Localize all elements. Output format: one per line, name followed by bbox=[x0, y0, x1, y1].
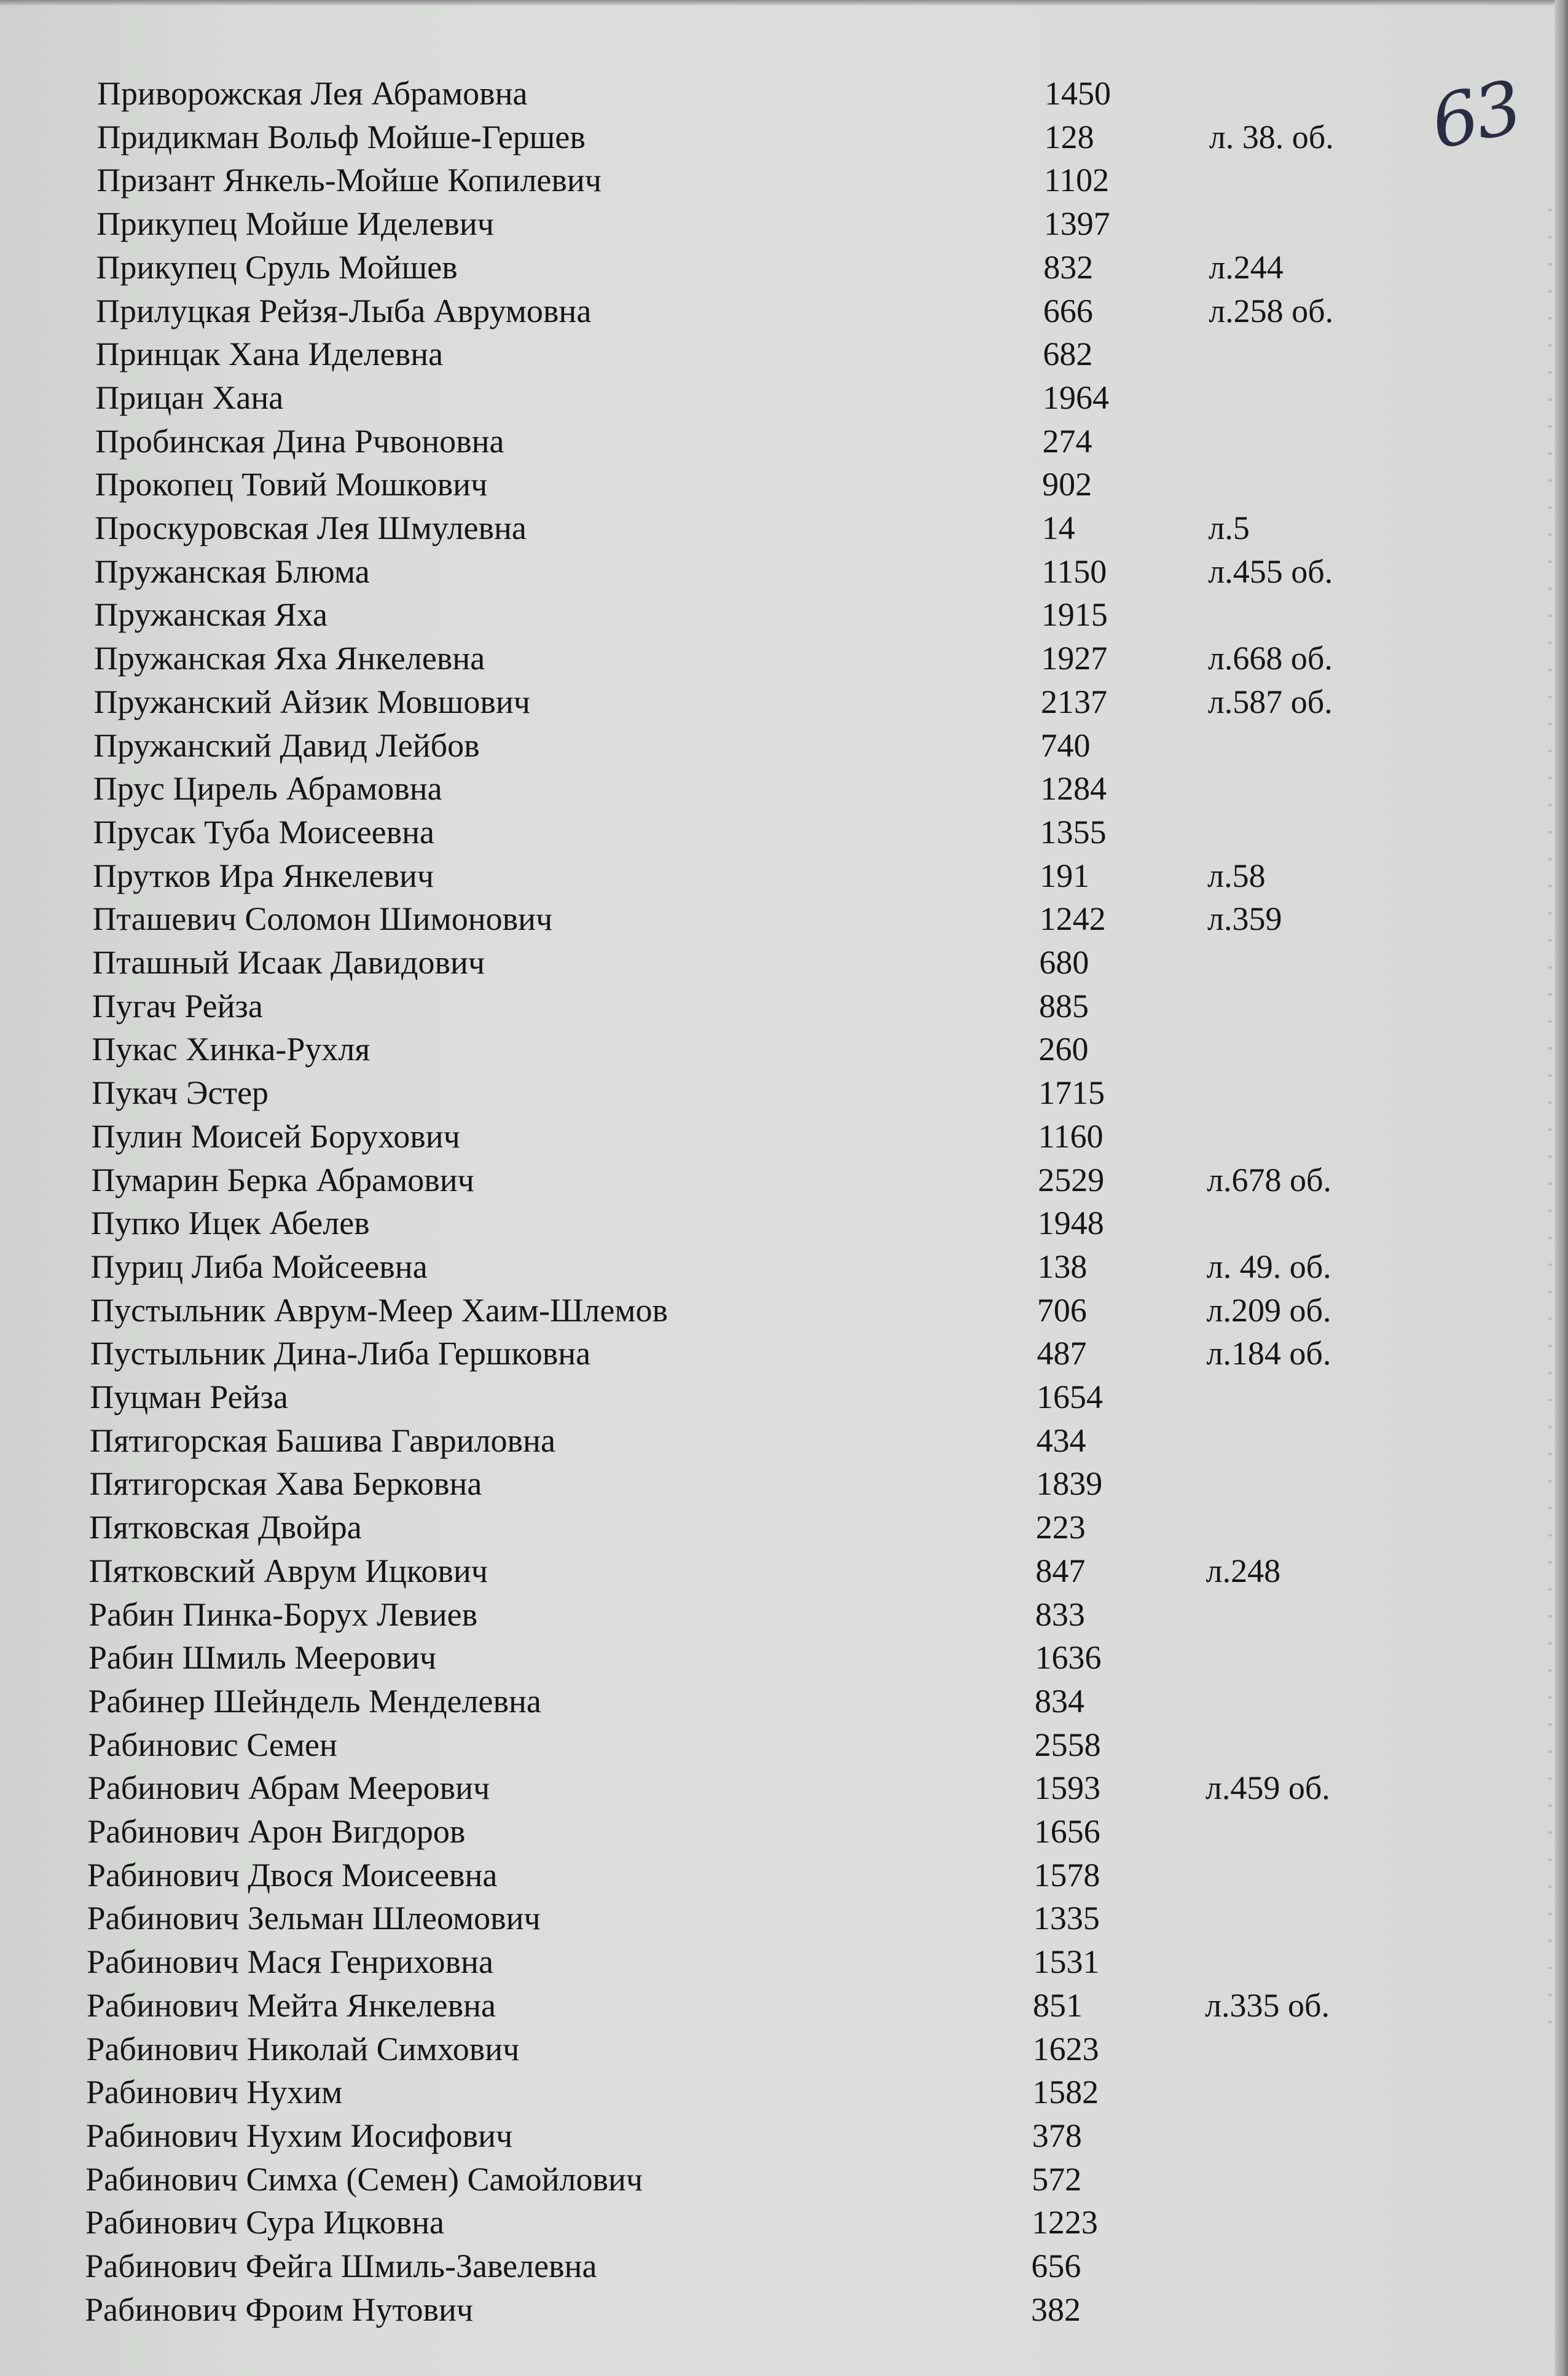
entry-name: Пружанская Яха Янкелевна bbox=[93, 640, 485, 677]
entry-name: Прусак Туба Моисеевна bbox=[93, 813, 434, 851]
list-item bbox=[0, 811, 1568, 853]
entry-name: Пулин Моисей Борухович bbox=[91, 1117, 460, 1155]
entry-name: Рабинович Симха (Семен) Самойлович bbox=[85, 2160, 643, 2198]
list-item bbox=[0, 2071, 1568, 2113]
list-item bbox=[0, 725, 1568, 766]
list-item bbox=[0, 377, 1568, 419]
entry-name: Рабинович Нухим Иосифович bbox=[85, 2117, 513, 2154]
list-item bbox=[0, 116, 1568, 158]
entry-name: Придикман Вольф Мойше-Гершев bbox=[96, 118, 586, 155]
entry-reference: л.359 bbox=[1207, 900, 1282, 938]
list-item bbox=[0, 594, 1568, 635]
entry-name: Проскуровская Лея Шмулевна bbox=[95, 509, 527, 546]
entry-name: Рабинович Абрам Меерович bbox=[87, 1769, 490, 1807]
entry-name: Рабинович Зельман Шлеомович bbox=[87, 1900, 541, 1937]
list-item bbox=[0, 1941, 1568, 1983]
list-item bbox=[0, 1376, 1568, 1418]
entry-number: 1397 bbox=[1043, 205, 1110, 243]
entry-name: Пупко Ицек Абелев bbox=[90, 1205, 370, 1242]
list-item bbox=[0, 1637, 1568, 1678]
entry-name: Прикупец Сруль Мойшев bbox=[96, 248, 458, 286]
list-item bbox=[0, 637, 1568, 679]
entry-number: 902 bbox=[1042, 466, 1092, 503]
entry-name: Пробинская Дина Рчвоновна bbox=[95, 422, 504, 460]
list-item bbox=[0, 159, 1568, 201]
entry-number: 223 bbox=[1035, 1509, 1086, 1546]
list-item bbox=[0, 1724, 1568, 1766]
entry-number: 1623 bbox=[1032, 2030, 1099, 2067]
entry-number: 1715 bbox=[1038, 1074, 1105, 1112]
list-item bbox=[0, 942, 1568, 983]
entry-name: Пружанский Айзик Мовшович bbox=[93, 683, 530, 720]
entry-name: Пташевич Соломон Шимонович bbox=[92, 900, 553, 938]
entry-number: 2529 bbox=[1038, 1161, 1105, 1198]
list-item bbox=[0, 2245, 1568, 2287]
entry-number: 1927 bbox=[1041, 640, 1108, 677]
entry-number: 1578 bbox=[1033, 1856, 1100, 1894]
entry-reference: л.209 об. bbox=[1206, 1291, 1331, 1329]
entry-number: 834 bbox=[1035, 1682, 1085, 1720]
entry-reference: л.335 об. bbox=[1205, 1986, 1330, 2024]
entry-number: 1593 bbox=[1034, 1769, 1101, 1807]
entry-name: Рабинер Шейндель Менделевна bbox=[88, 1682, 541, 1720]
entry-name: Пустыльник Дина-Либа Гершковна bbox=[90, 1335, 591, 1372]
entry-number: 1150 bbox=[1041, 553, 1107, 590]
entry-name: Призант Янкель-Мойше Копилевич bbox=[96, 162, 602, 199]
list-item bbox=[0, 2028, 1568, 2070]
list-item bbox=[0, 1332, 1568, 1374]
entry-number: 1582 bbox=[1032, 2074, 1099, 2111]
entry-reference: л.5 bbox=[1208, 509, 1250, 546]
entry-number: 487 bbox=[1037, 1335, 1087, 1372]
list-item bbox=[0, 1159, 1568, 1201]
entry-name: Пятигорская Хава Берковна bbox=[89, 1465, 482, 1503]
list-item bbox=[0, 1811, 1568, 1852]
entry-number: 706 bbox=[1037, 1291, 1087, 1329]
list-item bbox=[0, 898, 1568, 940]
list-item bbox=[0, 2158, 1568, 2200]
entry-name: Пустыльник Аврум-Меер Хаим-Шлемов bbox=[90, 1291, 668, 1329]
entry-number: 1654 bbox=[1037, 1379, 1103, 1415]
entry-number: 1531 bbox=[1033, 1943, 1100, 1981]
entry-name: Пумарин Берка Абрамович bbox=[91, 1161, 474, 1198]
entry-name: Прикупец Мойше Иделевич bbox=[96, 205, 494, 243]
entry-number: 1839 bbox=[1036, 1465, 1103, 1503]
entry-number: 1964 bbox=[1042, 379, 1109, 416]
entry-name: Рабинович Двося Моисеевна bbox=[87, 1856, 498, 1894]
entry-number: 260 bbox=[1038, 1031, 1089, 1068]
entry-number: 847 bbox=[1035, 1552, 1086, 1589]
entry-name: Пятигорская Башива Гавриловна bbox=[89, 1422, 555, 1459]
entry-reference: л.58 bbox=[1207, 857, 1266, 894]
entry-reference: л.678 об. bbox=[1207, 1161, 1331, 1198]
list-item bbox=[0, 420, 1568, 462]
list-item bbox=[0, 1246, 1568, 1288]
entry-number: 833 bbox=[1035, 1595, 1085, 1633]
entry-reference: л.455 об. bbox=[1208, 553, 1333, 590]
entry-name: Принцак Хана Иделевна bbox=[95, 336, 444, 373]
entry-reference: л.258 об. bbox=[1209, 292, 1334, 329]
entry-name: Пугач Рейза bbox=[92, 987, 263, 1025]
list-item bbox=[0, 290, 1568, 332]
entry-number: 2558 bbox=[1034, 1726, 1101, 1763]
entry-number: 1102 bbox=[1044, 162, 1110, 199]
entry-name: Рабинович Арон Вигдоров bbox=[87, 1813, 466, 1850]
list-item bbox=[0, 1985, 1568, 2026]
entry-name: Рабиновис Семен bbox=[88, 1726, 337, 1763]
list-item bbox=[0, 203, 1568, 245]
list-item bbox=[0, 2289, 1568, 2331]
entry-name: Пружанская Яха bbox=[94, 596, 327, 634]
entry-name: Рабинович Мейта Янкелевна bbox=[86, 1986, 496, 2024]
entry-number: 2137 bbox=[1040, 683, 1107, 720]
entry-name: Рабинович Фейга Шмиль-Завелевна bbox=[85, 2248, 597, 2284]
entry-name: Приворожская Лея Абрамовна bbox=[97, 75, 528, 112]
entry-name: Пружанский Давид Лейбов bbox=[93, 726, 480, 764]
entry-reference: л.668 об. bbox=[1207, 640, 1333, 677]
entry-name: Рабин Пинка-Борух Левиев bbox=[88, 1595, 478, 1633]
entry-number: 274 bbox=[1042, 422, 1092, 460]
entry-number: 1160 bbox=[1038, 1117, 1103, 1155]
entry-number: 128 bbox=[1044, 118, 1094, 155]
entry-name: Пташный Исаак Давидович bbox=[92, 944, 485, 981]
entry-reference: л.459 об. bbox=[1205, 1769, 1330, 1807]
entry-name: Прицан Хана bbox=[95, 379, 284, 416]
list-item bbox=[0, 681, 1568, 723]
entry-number: 851 bbox=[1033, 1986, 1083, 2024]
entry-name: Пружанская Блюма bbox=[94, 553, 370, 590]
entry-number: 832 bbox=[1043, 248, 1094, 286]
list-item bbox=[0, 1028, 1568, 1070]
list-item bbox=[0, 507, 1568, 549]
entry-name: Пуцман Рейза bbox=[90, 1379, 288, 1415]
entry-number: 572 bbox=[1032, 2160, 1082, 2198]
entry-number: 680 bbox=[1039, 944, 1089, 981]
list-item bbox=[0, 1506, 1568, 1548]
entry-number: 885 bbox=[1038, 987, 1089, 1025]
list-item bbox=[0, 1072, 1568, 1114]
list-item bbox=[0, 2201, 1568, 2243]
entry-name: Пукас Хинка-Рухля bbox=[92, 1031, 370, 1068]
list-item bbox=[0, 2115, 1568, 2157]
entry-number: 1450 bbox=[1045, 75, 1111, 112]
entry-number: 191 bbox=[1040, 857, 1090, 894]
entry-number: 682 bbox=[1043, 336, 1093, 373]
entry-name: Прокопец Товий Мошкович bbox=[95, 466, 488, 503]
entry-number: 1242 bbox=[1039, 900, 1106, 938]
entry-name: Рабинович Мася Генриховна bbox=[87, 1943, 493, 1981]
entry-reference: л.244 bbox=[1209, 248, 1284, 286]
entry-number: 740 bbox=[1040, 726, 1091, 764]
entry-name: Рабинович Сура Ицковна bbox=[85, 2204, 444, 2241]
entry-number: 656 bbox=[1031, 2248, 1081, 2284]
entry-number: 1284 bbox=[1040, 770, 1107, 808]
entry-name: Пуриц Либа Мойсеевна bbox=[90, 1248, 428, 1285]
entry-number: 382 bbox=[1031, 2291, 1081, 2328]
entry-number: 138 bbox=[1037, 1248, 1088, 1285]
entry-name: Рабин Шмиль Меерович bbox=[88, 1639, 437, 1677]
entry-number: 1636 bbox=[1035, 1639, 1102, 1677]
entry-number: 378 bbox=[1032, 2117, 1082, 2154]
list-item bbox=[0, 1680, 1568, 1722]
list-item bbox=[0, 1115, 1568, 1157]
entry-reference: л.248 bbox=[1205, 1552, 1281, 1589]
entry-number: 1656 bbox=[1033, 1813, 1100, 1850]
entry-name: Пукач Эстер bbox=[91, 1074, 269, 1112]
entry-name: Прилуцкая Рейзя-Лыба Аврумовна bbox=[96, 292, 592, 329]
list-item bbox=[0, 1550, 1568, 1592]
list-item bbox=[0, 333, 1568, 375]
entry-number: 1223 bbox=[1031, 2204, 1098, 2241]
list-item bbox=[0, 855, 1568, 897]
entry-name: Прус Цирель Абрамовна bbox=[93, 770, 442, 808]
handwritten-page-number: 63 bbox=[1424, 64, 1527, 166]
entry-number: 1335 bbox=[1033, 1900, 1100, 1937]
entry-number: 666 bbox=[1043, 292, 1093, 329]
entry-reference: л.184 об. bbox=[1206, 1335, 1331, 1372]
entry-reference: л. 49. об. bbox=[1206, 1248, 1331, 1285]
entry-name: Рабинович Фроим Нутович bbox=[85, 2291, 473, 2328]
list-item bbox=[0, 1767, 1568, 1809]
list-item bbox=[0, 1854, 1568, 1896]
list-item bbox=[0, 246, 1568, 288]
entry-name: Прутков Ира Янкелевич bbox=[92, 857, 434, 894]
entry-name: Рабинович Николай Симхович bbox=[86, 2030, 520, 2067]
list-item bbox=[0, 1594, 1568, 1635]
entry-reference: л. 38. об. bbox=[1209, 118, 1334, 155]
entry-number: 1355 bbox=[1040, 813, 1107, 851]
list-item bbox=[0, 463, 1568, 505]
entry-name: Пятковский Аврум Ицкович bbox=[88, 1552, 488, 1589]
entry-number: 1948 bbox=[1037, 1205, 1104, 1242]
list-item bbox=[0, 1202, 1568, 1244]
entry-number: 1915 bbox=[1041, 596, 1108, 634]
entry-name: Пятковская Двойра bbox=[89, 1509, 362, 1546]
entry-reference: л.587 об. bbox=[1207, 683, 1333, 720]
list-item bbox=[0, 985, 1568, 1027]
list-item bbox=[0, 1289, 1568, 1331]
list-item bbox=[0, 768, 1568, 809]
list-item bbox=[0, 1897, 1568, 1939]
entry-number: 14 bbox=[1041, 509, 1075, 546]
entry-number: 434 bbox=[1036, 1422, 1086, 1459]
list-item bbox=[0, 1463, 1568, 1505]
list-item bbox=[0, 551, 1568, 592]
list-item bbox=[0, 73, 1568, 114]
entry-name: Рабинович Нухим bbox=[85, 2074, 343, 2111]
list-item bbox=[0, 1420, 1568, 1461]
